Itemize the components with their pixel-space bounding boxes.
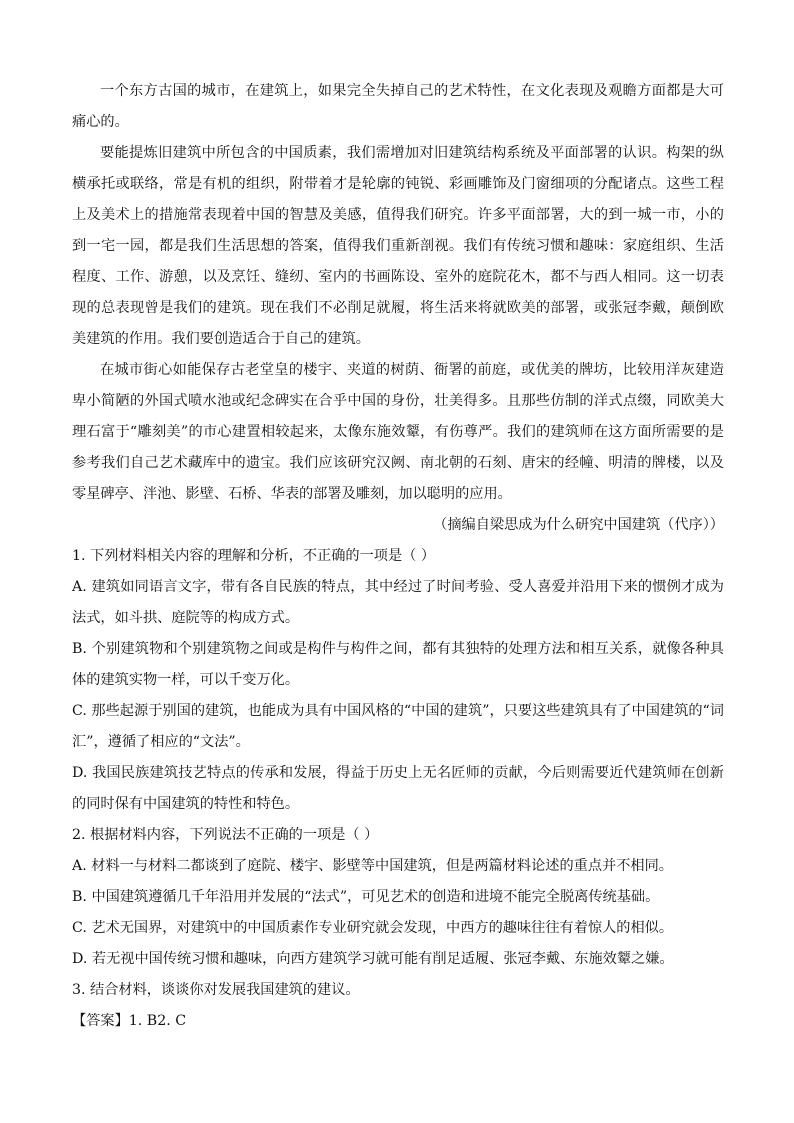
answer-line: 【答案】1. B2. C — [72, 1013, 187, 1029]
paragraph-2: 要能提炼旧建筑中所包含的中国质素，我们需增加对旧建筑结构系统及平面部署的认识。构架的纵横承托或联络，常是有机的组织，附带着才是轮廓的钝锐、彩画雕饰及门窗细项的分配诸点。这些工程上及美术上的措施常表现着中国的智慧及美感，值得我们研究。许多平面部署，大的到一城一市，小的到一宅一园，都是我们生活思想的答案，值得我们重新剖视。我们有传统习惯和趣味：家庭组织、生活程度、工作、游憩，以及烹饪、缝纫、室内的书画陈设、室外的庭院花木，都不与西人相同。这一切表现的总表现曾是我们的建筑。现在我们不必削足就履，将生活来将就欧美的部署，或张冠李戴，颠倒欧美建筑的作用。我们要创造适合于自己的建筑。 — [72, 145, 724, 347]
source-citation: （摘编自梁思成为什么研究中国建筑（代序）） — [433, 517, 724, 533]
question-1-stem: 1. 下列材料相关内容的理解和分析，不正确的一项是（ ） — [72, 548, 436, 564]
question-2-option-b: B. 中国建筑遵循几千年沿用并发展的“法式”，可见艺术的创造和进境不能完全脱离传统基础。 — [72, 889, 660, 905]
question-1-option-d: D. 我国民族建筑技艺特点的传承和发展，得益于历史上无名匠师的贡献，今后则需要近代建筑师在创新的同时保有中国建筑的特性和特色。 — [72, 765, 724, 812]
paragraph-1: 一个东方古国的城市，在建筑上，如果完全失掉自己的艺术特性，在文化表现及观瞻方面都是大可痛心的。 — [72, 83, 724, 130]
question-1-option-c: C. 那些起源于别国的建筑，也能成为具有中国风格的“中国的建筑”，只要这些建筑具有了中国建筑的“词汇”，遵循了相应的“文法”。 — [72, 703, 724, 750]
question-1-option-b: B. 个别建筑物和个别建筑物之间或是构件与构件之间，都有其独特的处理方法和相互关系，就像各种具体的建筑实物一样，可以千变万化。 — [72, 641, 724, 688]
question-2-option-c: C. 艺术无国界，对建筑中的中国质素作专业研究就会发现，中西方的趣味往往有着惊人的相似。 — [72, 920, 674, 936]
question-2-option-d: D. 若无视中国传统习惯和趣味，向西方建筑学习就可能有削足适履、张冠李戴、东施效颦之嫌。 — [72, 951, 674, 967]
document-page — [72, 76, 724, 1037]
question-1-option-a: A. 建筑如同语言文字，带有各自民族的特点，其中经过了时间考验、受人喜爱并沿用下来的惯例才成为法式，如斗拱、庭院等的构成方式。 — [72, 579, 724, 626]
question-3-stem: 3. 结合材料，谈谈你对发展我国建筑的建议。 — [72, 982, 360, 998]
question-2-stem: 2. 根据材料内容，下列说法不正确的一项是（ ） — [72, 827, 379, 843]
paragraph-3: 在城市街心如能保存古老堂皇的楼宇、夹道的树荫、衙署的前庭，或优美的牌坊，比较用洋灰建造卑小简陋的外国式喷水池或纪念碑实在合乎中国的身份，壮美得多。且那些仿制的洋式点缀，同欧美大理石富于“雕刻美”的市心建置相较起来，太像东施效颦，有伤尊严。我们的建筑师在这方面所需要的是参考我们自己艺术藏库中的遗宝。我们应该研究汉阙、南北朝的石刻、唐宋的经幢、明清的牌楼，以及零星碑亭、泮池、影壁、石桥、华表的部署及雕刻，加以聪明的应用。 — [72, 362, 724, 502]
question-2-option-a: A. 材料一与材料二都谈到了庭院、楼宇、影壁等中国建筑，但是两篇材料论述的重点并不相同。 — [72, 858, 673, 874]
